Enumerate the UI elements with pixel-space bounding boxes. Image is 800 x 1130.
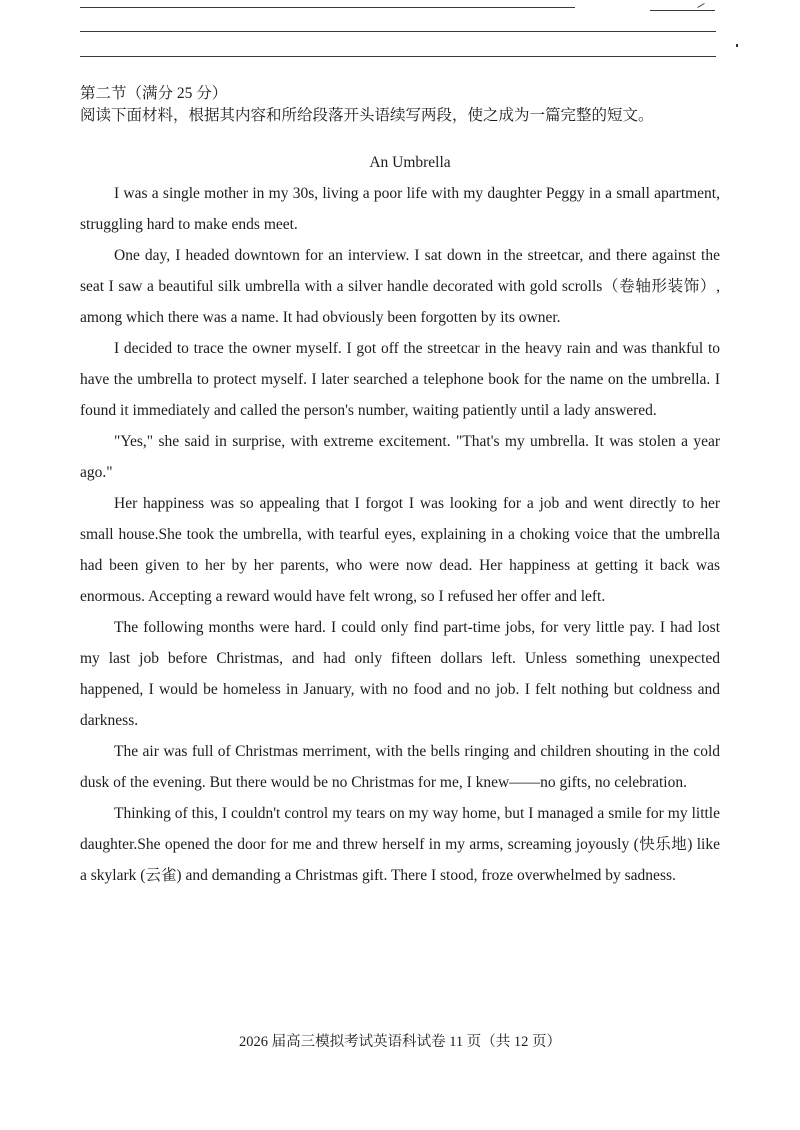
pen-mark [697,3,704,8]
paragraph-2: One day, I headed downtown for an interview. I sat down in the streetcar, and there against the seat I saw a beautiful silk umbrella with a silver handle decorated with gold scrolls（卷轴形装饰）, among which there was a name. It had obviously been forgotten by its owner. [80,247,720,326]
answer-line-3 [80,56,716,57]
paragraph-3: I decided to trace the owner myself. I got off the streetcar in the heavy rain and was thankful to have the umbrella to protect myself. I later searched a telephone book for the name on the umbrella. I found it immediately and called the person's number, waiting patiently until a lady answered. [80,340,720,419]
passage-body [80,178,720,891]
task-instruction: 阅读下面材料，根据其内容和所给段落开头语续写两段，使之成为一篇完整的短文。 [80,107,654,124]
page-footer: 2026 届高三模拟考试英语科试卷 11 页（共 12 页） [238,1034,562,1050]
paragraph-4: "Yes," she said in surprise, with extreme excitement. "That's my umbrella. It was stolen a year ago." [80,433,720,481]
section-heading: 第二节（满分 25 分） [80,85,228,102]
margin-mark [736,44,738,47]
answer-line-1-end [650,10,715,11]
paragraph-7: The air was full of Christmas merriment, with the bells ringing and children shouting in the cold dusk of the evening. But there would be no Christmas for me, I knew——no gifts, no celebration. [80,743,720,791]
passage-title: An Umbrella [369,154,451,171]
answer-line-2 [80,31,716,32]
paragraph-1: I was a single mother in my 30s, living a poor life with my daughter Peggy in a small apartment, struggling hard to make ends meet. [80,185,720,233]
answer-line-1 [80,7,575,8]
paragraph-5: Her happiness was so appealing that I forgot I was looking for a job and went directly to her small house.She took the umbrella, with tearful eyes, explaining in a choking voice that the umbrella had been given to her by her parents, who were now dead. Her happiness at getting it back was enormous. Accepting a reward would have felt wrong, so I refused her offer and left. [80,495,720,605]
paragraph-8: Thinking of this, I couldn't control my tears on my way home, but I managed a smile for my little daughter.She opened the door for me and threw herself in my arms, screaming joyously (快乐地) like a skylark (云雀) and demanding a Christmas gift. There I stood, froze overwhelmed by sadness. [80,805,720,884]
paragraph-6: The following months were hard. I could only find part-time jobs, for very little pay. I had lost my last job before Christmas, and had only fifteen dollars left. Unless something unexpected happened, I would be homeless in January, with no food and no job. I felt nothing but coldness and darkness. [80,619,720,729]
